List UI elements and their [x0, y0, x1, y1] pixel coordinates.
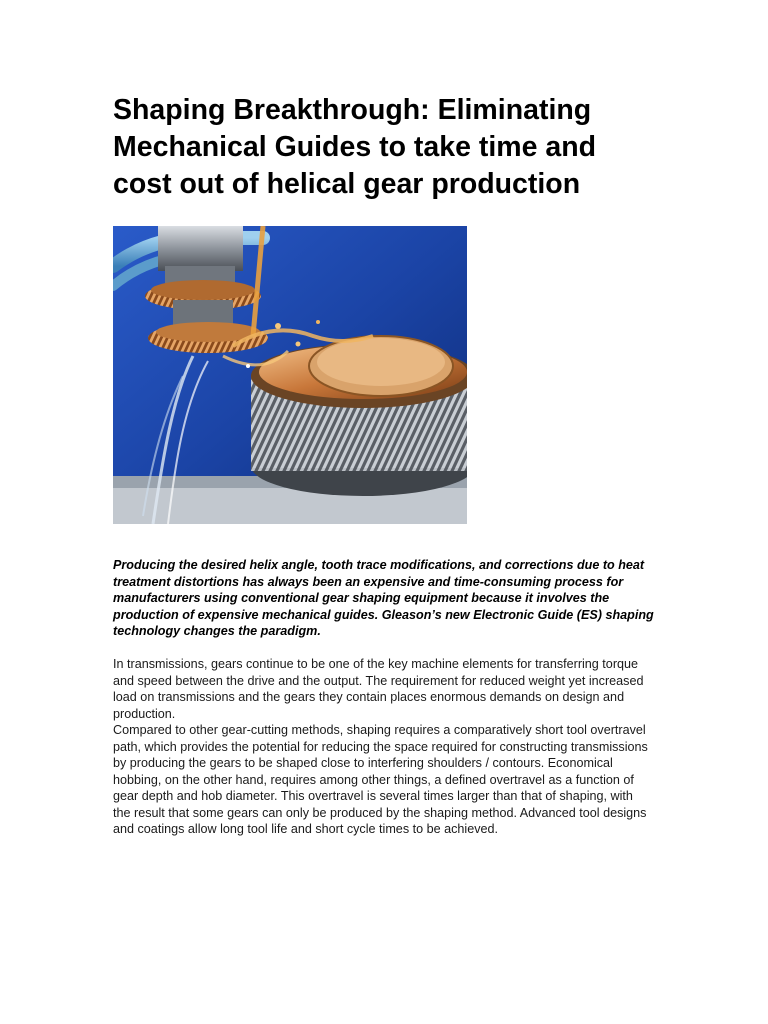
body-paragraph: In transmissions, gears continue to be one of the key machine elements for transferring torque and speed between the drive and the output. The requirement for reduced weight yet increased load on transmissions and the gears they contain places enormous demands on design and production. — [113, 657, 644, 721]
gear-shaping-illustration — [113, 226, 467, 524]
lead-paragraph: Producing the desired helix angle, tooth trace modifications, and corrections due to heat treatment distortions has always been an expensive and time-consuming process for manufacturers using conventional gear shaping equipment because it involves the production of expensive mechanical guides. Gleason’s new Electronic Guide (ES) shaping technology changes the paradigm. — [113, 558, 654, 638]
gear-shaping-photo — [113, 226, 467, 524]
article-body — [113, 656, 653, 838]
article-title: Shaping Breakthrough: Eliminating Mechanical Guides to take time and cost out of helical gear production — [113, 94, 597, 200]
body-paragraph: Compared to other gear-cutting methods, shaping requires a comparatively short tool overtravel path, which provides the potential for reducing the space required for constructing transmissions by producing the gears to be shaped close to interfering shoulders / contours. Economical hobbing, on the other hand, requires among other things, a defined overtravel as a function of gear depth and hob diameter. This overtravel is several times larger than that of shaping, with the result that some gears can only be produced by the shaping method. Advanced tool designs and coatings allow long tool life and short cycle times to be achieved. — [113, 723, 648, 836]
